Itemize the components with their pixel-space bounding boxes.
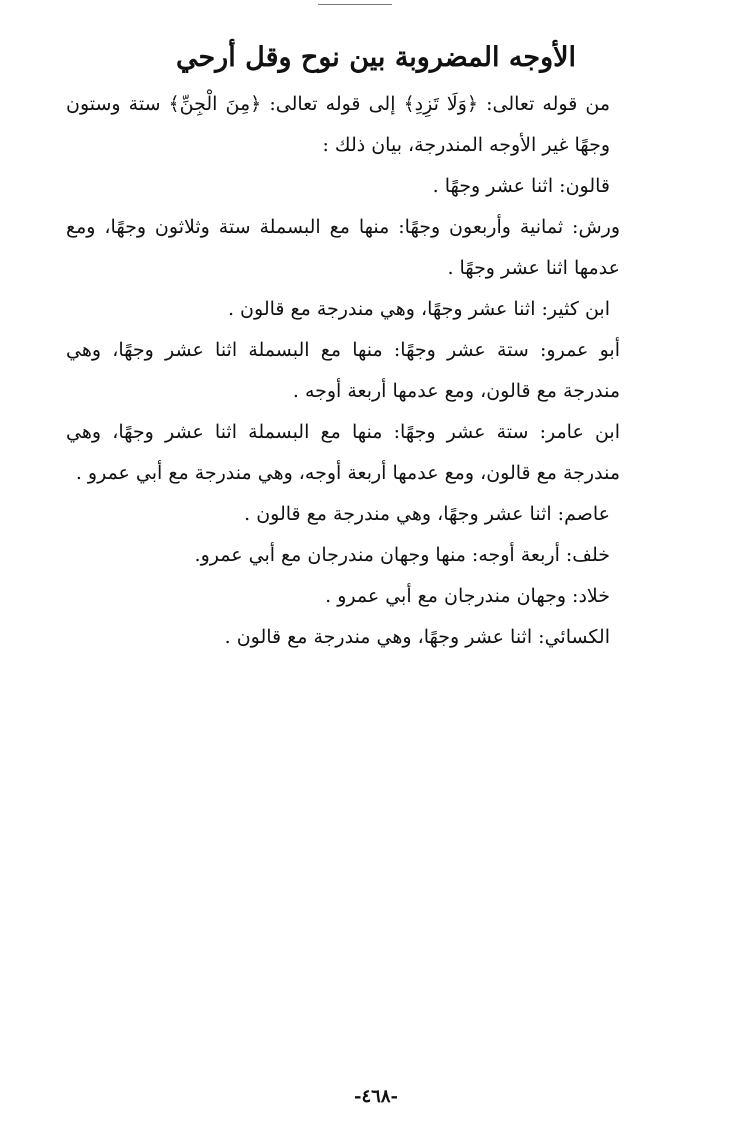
page-number: -٤٦٨- — [354, 1086, 398, 1107]
paragraph-qalun: قالون: اثنا عشر وجهًا . — [432, 175, 610, 197]
paragraph-kisai: الكسائي: اثنا عشر وجهًا، وهي مندرجة مع قالون . — [224, 626, 610, 648]
top-rule — [318, 4, 392, 5]
paragraph-intro: من قوله تعالى: ﴿وَلَا تَزِدِ﴾ إلى قوله تعالى: ﴿مِنَ الْجِنِّ﴾ ستة وستون وجهًا غير الأوجه المندرجة، بيان ذلك : — [66, 93, 610, 156]
paragraph-khallad: خلاد: وجهان مندرجان مع أبي عمرو . — [325, 585, 610, 607]
paragraph-ibn-kathir: ابن كثير: اثنا عشر وجهًا، وهي مندرجة مع قالون . — [227, 298, 610, 320]
page-body — [66, 84, 620, 658]
paragraph-abu-amr: أبو عمرو: ستة عشر وجهًا: منها مع البسملة اثنا عشر وجهًا، وهي مندرجة مع قالون، ومع عدمها أربعة أوجه . — [66, 339, 620, 402]
paragraph-warsh: ورش: ثمانية وأربعون وجهًا: منها مع البسملة ستة وثلاثون وجهًا، ومع عدمها اثنا عشر وجهًا . — [66, 216, 620, 279]
paragraph-khalaf: خلف: أربعة أوجه: منها وجهان مندرجان مع أبي عمرو. — [194, 544, 610, 566]
page-title: الأوجه المضروبة بين نوح وقل أرحي — [175, 42, 577, 73]
paragraph-ibn-amir: ابن عامر: ستة عشر وجهًا: منها مع البسملة اثنا عشر وجهًا، وهي مندرجة مع قالون، ومع عدمها أربعة أوجه، وهي مندرجة مع أبي عمرو . — [66, 421, 620, 484]
paragraph-asim: عاصم: اثنا عشر وجهًا، وهي مندرجة مع قالون . — [244, 503, 610, 525]
